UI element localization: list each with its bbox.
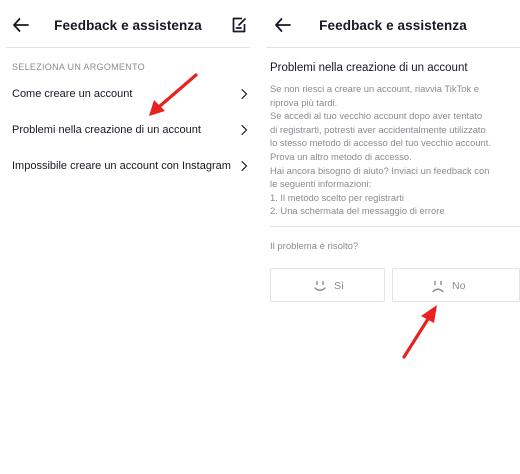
- frown-icon: [430, 278, 446, 294]
- chevron-right-icon: [238, 124, 250, 136]
- article-line: 1. Il metodo scelto per registrarti: [270, 191, 404, 203]
- no-label: No: [452, 280, 466, 292]
- topic-item-instagram-account[interactable]: [12, 150, 250, 182]
- edit-feedback-icon: [228, 14, 250, 36]
- edit-feedback-button[interactable]: [228, 14, 250, 36]
- article-line: 2. Una schermata del messaggio di errore: [270, 205, 445, 217]
- header: [6, 0, 250, 48]
- chevron-right-icon: [238, 88, 250, 100]
- yes-button-content: [312, 269, 344, 303]
- resolved-question: Il problema è risolto?: [270, 241, 359, 252]
- no-button[interactable]: [392, 268, 520, 302]
- divider: [270, 226, 520, 227]
- article-line: le seguenti informazioni:: [270, 178, 372, 190]
- article-line: Hai ancora bisogno di aiuto? Inviaci un feedback con: [270, 164, 490, 176]
- chevron-right-icon: [238, 160, 250, 172]
- article-line: riprova più tardi.: [270, 96, 338, 108]
- article-line: lo stesso metodo di accesso del tuo vecchio account.: [270, 137, 491, 149]
- article-line: Prova un altro metodo di accesso.: [270, 150, 412, 162]
- article-line: Se non riesci a creare un account, riavvia TikTok e: [270, 83, 479, 94]
- topic-label: Problemi nella creazione di un account: [12, 124, 201, 136]
- yes-label: Sì: [334, 280, 344, 292]
- article-panel: [258, 0, 520, 474]
- article-body: [270, 82, 518, 218]
- page-title: Feedback e assistenza: [54, 18, 202, 33]
- yes-button[interactable]: [270, 268, 385, 302]
- page-title: Feedback e assistenza: [319, 18, 467, 33]
- topic-item-account-creation-problems[interactable]: [12, 114, 250, 146]
- topics-panel: [0, 0, 258, 474]
- header: [266, 0, 520, 48]
- article-line: di registrarti, potresti aver accidentalmente utilizzato: [270, 123, 486, 135]
- no-button-content: [430, 269, 465, 303]
- topic-label: Impossibile creare un account con Instagram: [12, 160, 231, 172]
- topic-item-create-account[interactable]: [12, 78, 250, 110]
- topic-label: Come creare un account: [12, 88, 133, 100]
- article-title: Problemi nella creazione di un account: [270, 62, 468, 74]
- smile-icon: [312, 278, 328, 294]
- article-line: Se accedi al tuo vecchio account dopo aver tentato: [270, 110, 483, 122]
- section-label: SELEZIONA UN ARGOMENTO: [12, 62, 145, 72]
